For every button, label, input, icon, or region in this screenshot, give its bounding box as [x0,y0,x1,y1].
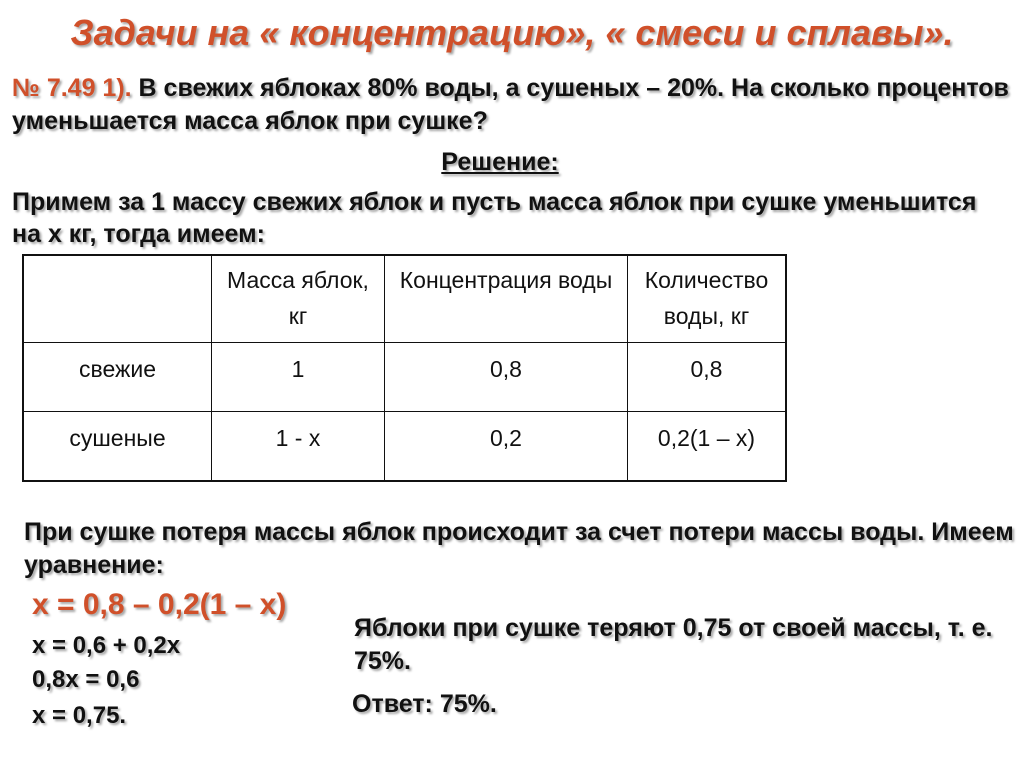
table-cell: сушеные [23,412,212,482]
intro-text: Примем за 1 массу свежих яблок и пусть масса яблок при сушке уменьшится на х кг, тогда имеем: [12,188,977,248]
table-cell: 0,8 [628,343,787,412]
equation-step: х = 0,6 + 0,2х [32,632,181,659]
table-header-cell: Масса яблок, кг [212,255,385,343]
table-cell: 1 - х [212,412,385,482]
answer-text: Ответ: 75%. [352,690,497,718]
table-cell: 0,8 [385,343,628,412]
page-title: Задачи на « концентрацию», « смеси и сплавы». [70,12,954,53]
table-row [23,343,786,412]
problem-statement [12,72,1012,138]
table-row [23,412,786,482]
result-text: Яблоки при сушке теряют 0,75 от своей массы, т. е. 75%. [354,614,993,675]
table-cell: 0,2(1 – х) [628,412,787,482]
equation-step: 0,8х = 0,6 [32,666,140,693]
data-table [22,254,787,482]
solution-heading: Решение: [441,148,559,176]
table-cell: 0,2 [385,412,628,482]
table-header-cell [23,255,212,343]
equation-step: х = 0,75. [32,702,127,729]
table-cell: 1 [212,343,385,412]
conclusion-text: При сушке потеря массы яблок происходит за счет потери массы воды. Имеем уравнение: [24,518,1014,579]
main-equation: х = 0,8 – 0,2(1 – х) [32,588,287,621]
table-header-cell: Количество воды, кг [628,255,787,343]
problem-text: В свежих яблоках 80% воды, а сушеных – 20%. На сколько процентов уменьшается масса яблок при сушке? [12,74,1009,135]
problem-number: № 7.49 1). [12,74,132,102]
table-header-cell: Концентрация воды [385,255,628,343]
table-cell: свежие [23,343,212,412]
table-header-row [23,255,786,343]
